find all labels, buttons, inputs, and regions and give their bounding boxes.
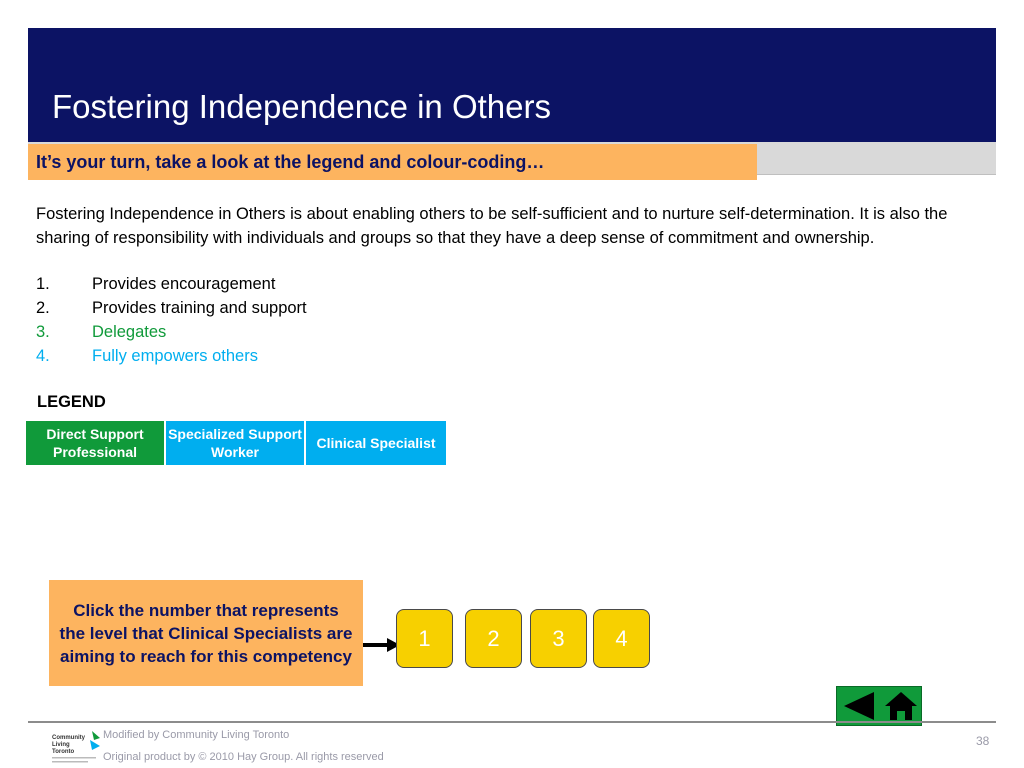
footer-modified-text: Modified by Community Living Toronto [103,729,290,741]
level-label: Delegates [92,323,167,341]
footer-copyright-text: Original product by © 2010 Hay Group. All rights reserved [103,751,384,763]
legend-direct-support-professional: Direct Support Professional [26,421,166,465]
level-number: 4. [36,347,50,365]
legend-table [26,421,446,465]
subtitle-banner: It’s your turn, take a look at the legend and colour-coding… [28,144,757,180]
level-number: 3. [36,323,50,341]
level-number: 2. [36,299,50,317]
legend-specialized-support-worker: Specialized Support Worker [166,421,306,465]
back-arrow-icon[interactable] [840,690,878,722]
svg-text:Living: Living [52,742,70,748]
competency-description: Fostering Independence in Others is about enabling others to be self-sufficient and to nurture self-determination. It is also the sharing of responsibility with individuals and groups so that they have a deep sense of commitment and ownership. [36,205,948,247]
level-button-4[interactable]: 4 [593,609,650,668]
level-label: Fully empowers others [92,347,258,365]
level-button-1[interactable]: 1 [396,609,453,668]
level-button-3[interactable]: 3 [530,609,587,668]
level-button-2[interactable]: 2 [465,609,522,668]
svg-text:Toronto: Toronto [52,749,75,755]
community-living-toronto-logo [50,728,102,766]
level-label: Provides training and support [92,299,307,317]
level-number: 1. [36,275,50,293]
navigation-bar [836,686,922,726]
home-icon[interactable] [883,690,919,722]
page-number: 38 [976,734,990,748]
svg-text:Community: Community [52,735,85,741]
level-label: Provides encouragement [92,275,276,293]
legend-title: LEGEND [37,393,106,411]
legend-clinical-specialist: Clinical Specialist [306,421,446,465]
instruction-box: Click the number that represents the level that Clinical Specialists are aiming to reach for this competency [49,580,363,686]
footer-divider [28,721,996,723]
page-title: Fostering Independence in Others [52,88,551,125]
